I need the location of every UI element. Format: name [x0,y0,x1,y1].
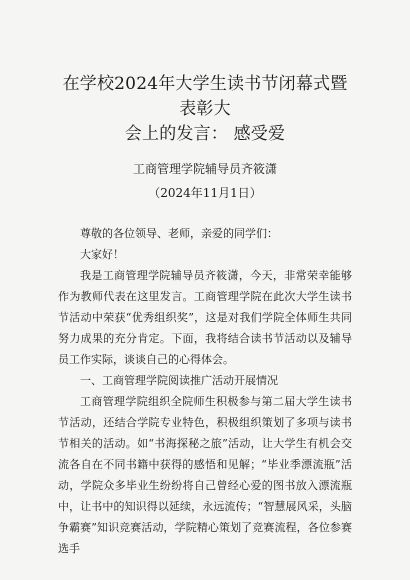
date-line: （2024年11月1日） [148,186,262,200]
title-line-1: 在学校2024年大学生读书节闭幕式暨表彰大 [62,74,348,119]
paragraph-salutation: 尊敬的各位领导、老师，亲爱的同学们： [80,227,278,240]
paragraph-intro: 我是工商管理学院辅导员齐筱潇，今天，非常荣幸能够作为教师代表在这里发言。工商管理学院在此次大学生读书节活动中荣获“优秀组织奖”，这是对我们学院全体师生共同努力成果的充分肯定。下面，我将结合读书节活动以及辅导员工作实际，谈谈自己的心得体会。 [58,269,352,366]
document-title [58,72,352,147]
paragraph-greeting: 大家好！ [80,248,124,261]
title-line-2: 会上的发言： 感受爱 [124,124,286,144]
document-body [58,223,352,559]
section-heading: 一、工商管理学院阅读推广活动开展情况 [80,374,278,387]
author-line: 工商管理学院辅导员齐筱潇 [132,162,277,176]
paragraph-section-body: 工商管理学院组织全院师生积极参与第二届大学生读书节活动，还结合学院专业特色，积极组织策划了多项与读书节相关的活动。如“书海探秘之旅”活动，让大学生有机会交流各自在不同书籍中获得的感悟和见解；“毕业季漂流瓶”活动，学院众多毕业生纷纷将自己曾经心爱的图书放入漂流瓶中，让书中的知识得以延续，永远流传；“智慧展风采，头脑争霸赛”知识竞赛活动，学院精心策划了竞赛流程，各位参赛选手 [58,395,352,555]
